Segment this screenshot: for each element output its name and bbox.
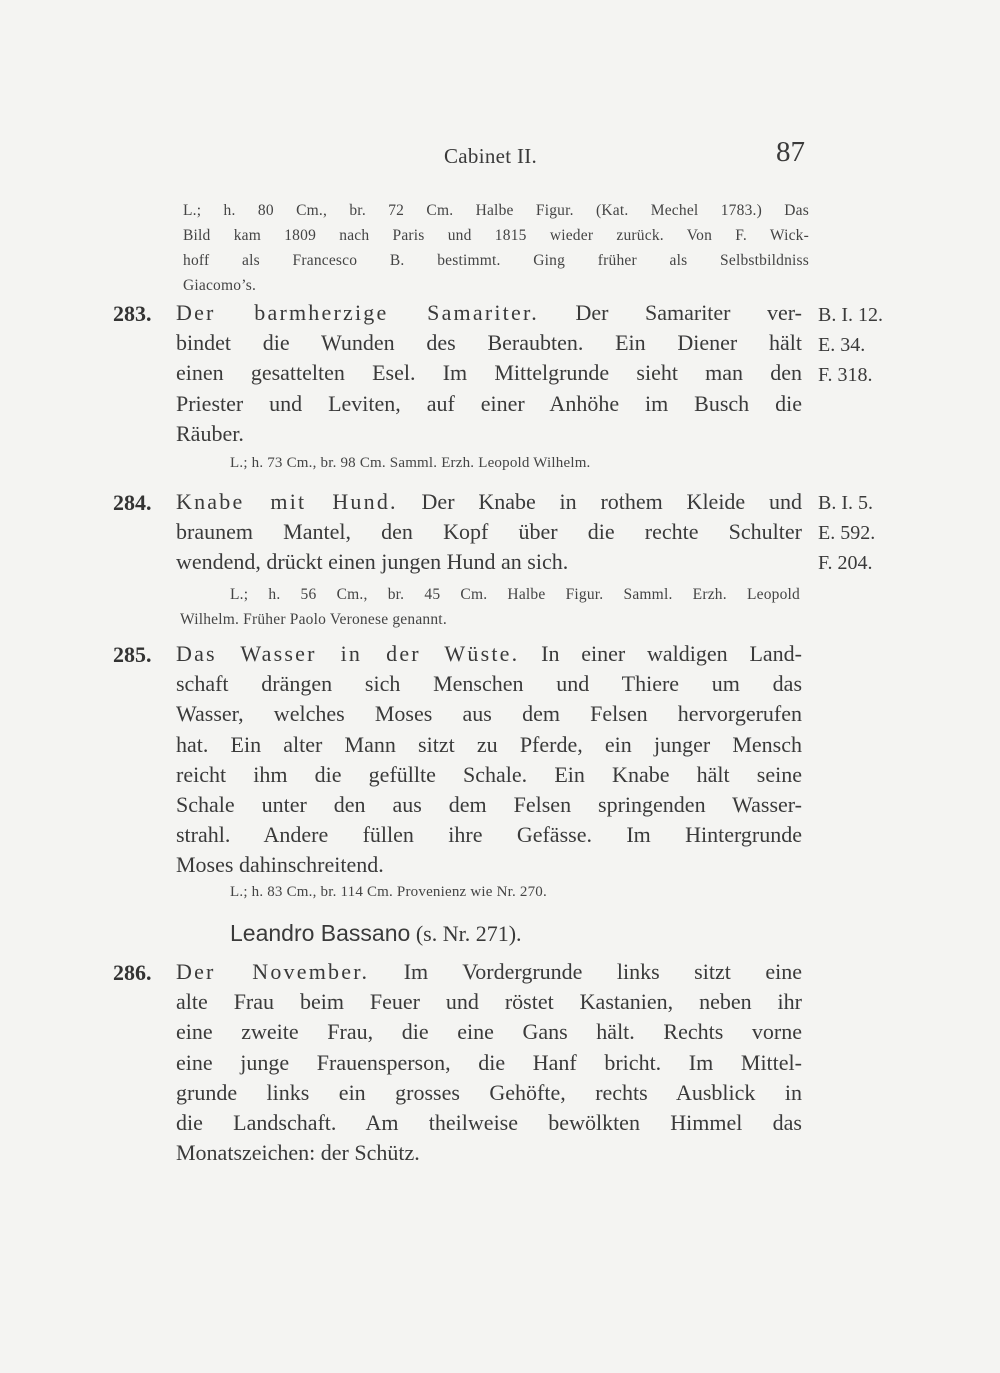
entry-text-line: Wasser, welches Moses aus dem Felsen hervorgerufen [176,701,802,727]
entry-text-line: In einer waldigen Land- [519,641,803,666]
reference: B. I. 5. [818,492,873,514]
reference: F. 204. [818,552,873,575]
entry-text-line: braunem Mantel, den Kopf über die rechte Schulter [176,519,802,545]
note-line: Giacomo’s. [183,277,257,294]
entry-text-line: eine zweite Frau, die eine Gans hält. Rechts vorne [176,1019,802,1045]
reference: F. 318. [818,364,873,387]
entry-text-line: Der Knabe in rothem Kleide und [397,489,802,514]
entry-text-line: Schale unter den aus dem Felsen springenden Wasser- [176,791,802,817]
top-provenance-note [183,198,809,298]
entry-text-line: eine junge Frauensperson, die Hanf bricht. Im Mittel- [176,1049,802,1075]
entry-284-text [176,487,802,578]
entry-number-284: 284. [113,490,152,515]
entry-title: Knabe mit Hund. [176,489,398,514]
entry-text-line: wendend, drückt einen jungen Hund an sich. [176,549,569,575]
entry-title: Das Wasser in der Wüste. [176,641,520,666]
artist-heading [230,920,522,947]
entry-text-line: die Landschaft. Am theilweise bewölkten Himmel das [176,1109,802,1135]
entry-text-line: grunde links ein grosses Gehöfte, rechts Ausblick in [176,1079,802,1105]
note-line: hoff als Francesco B. bestimmt. Ging früher als Selbstbildniss [183,252,809,269]
entry-text-line: Räuber. [176,420,244,446]
reference: B. I. 12. [818,304,883,326]
artist-reference: (s. Nr. 271). [410,921,522,946]
entry-text-line: reicht ihm die gefüllte Schale. Ein Knabe hält seine [176,761,802,787]
entry-number-286: 286. [113,960,152,985]
reference: E. 592. [818,522,876,545]
entry-283-references [818,300,883,391]
entry-text-line: Moses dahinschreitend. [176,852,384,878]
note-line: L.; h. 56 Cm., br. 45 Cm. Halbe Figur. Samml. Erzh. Leopold [230,586,800,603]
entry-text-line: Der Samariter ver- [538,300,802,325]
entry-283-note: L.; h. 73 Cm., br. 98 Cm. Samml. Erzh. Leopold Wilhelm. [230,455,591,471]
artist-name: Leandro Bassano [230,920,411,946]
note-line: Wilhelm. Früher Paolo Veronese genannt. [180,611,447,628]
entry-text-line: strahl. Andere füllen ihre Gefässe. Im Hintergrunde [176,822,802,848]
entry-286-text [176,957,802,1168]
entry-285-text [176,639,802,881]
entry-text-line: Im Vordergrunde links sitzt eine [369,959,802,984]
running-header [0,136,1000,176]
entry-text-line: Priester und Leviten, auf einer Anhöhe im Busch die [176,390,802,416]
note-line: L.; h. 80 Cm., br. 72 Cm. Halbe Figur. (Kat. Mechel 1783.) Das [183,202,809,219]
header-title: Cabinet II. [444,144,538,168]
entry-text-line: alte Frau beim Feuer und röstet Kastanien, neben ihr [176,989,802,1015]
entry-284-note [180,582,800,632]
entry-title: Der November. [176,959,370,984]
reference: E. 34. [818,334,866,357]
entry-text-line: schaft drängen sich Menschen und Thiere um das [176,671,802,697]
note-line: Bild kam 1809 nach Paris und 1815 wieder zurück. Von F. Wick- [183,227,809,244]
entry-title: Der barmherzige Samariter. [176,300,539,325]
entry-number-283: 283. [113,301,152,326]
entry-number-285: 285. [113,642,152,667]
entry-text-line: Monatszeichen: der Schütz. [176,1140,420,1166]
entry-284-references [818,488,875,579]
entry-text-line: hat. Ein alter Mann sitzt zu Pferde, ein junger Mensch [176,731,802,757]
entry-text-line: bindet die Wunden des Beraubten. Ein Diener hält [176,330,802,356]
page-number: 87 [776,136,805,168]
entry-285-note: L.; h. 83 Cm., br. 114 Cm. Provenienz wie Nr. 270. [230,884,547,900]
entry-text-line: einen gesattelten Esel. Im Mittelgrunde sieht man den [176,360,802,386]
entry-283-text [176,298,802,449]
